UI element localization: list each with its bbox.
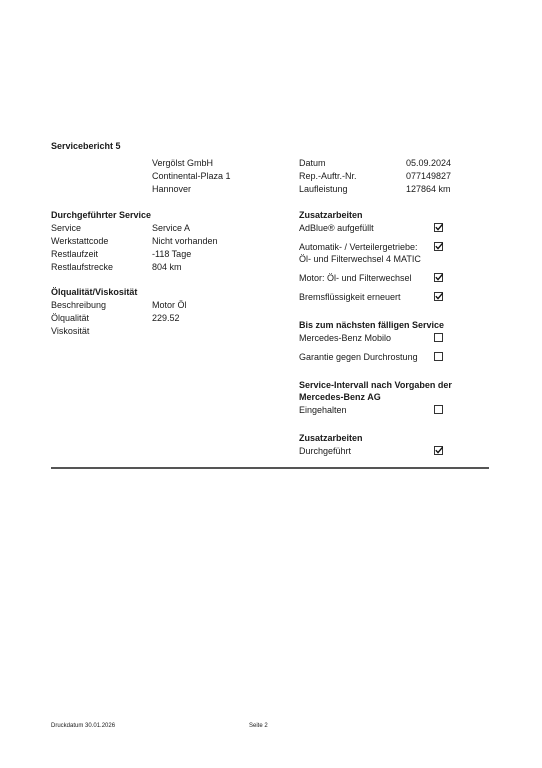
interval-heading-line2: Mercedes-Benz AG	[299, 392, 381, 402]
service-row-label: Restlaufstrecke	[51, 262, 114, 272]
oil-row-value: 229.52	[152, 313, 180, 323]
checkmark-icon	[434, 222, 444, 232]
extra-work2-heading: Zusatzarbeiten	[299, 433, 363, 443]
date-label: Datum	[299, 158, 326, 168]
oil-row-value: Motor Öl	[152, 300, 187, 310]
interval-heading: Service-Intervall nach Vorgaben der	[299, 380, 452, 390]
checkbox[interactable]	[434, 292, 443, 301]
checkbox[interactable]	[434, 242, 443, 251]
checkbox[interactable]	[434, 446, 443, 455]
oil-row-label: Ölqualität	[51, 313, 90, 323]
service-row-label: Restlaufzeit	[51, 249, 99, 259]
extra-work-label-line2: Öl- und Filterwechsel 4 MATIC	[299, 254, 421, 264]
interval-label: Eingehalten	[299, 405, 347, 415]
extra-work2-label: Durchgeführt	[299, 446, 352, 456]
print-date: Druckdatum 30.01.2026	[51, 723, 116, 729]
order-label: Rep.-Auftr.-Nr.	[299, 171, 357, 181]
section-divider	[51, 467, 489, 469]
checkbox[interactable]	[434, 333, 443, 342]
workshop-name: Vergölst GmbH	[152, 158, 214, 168]
extra-work-label: Bremsflüssigkeit erneuert	[299, 292, 401, 302]
oil-row-label: Beschreibung	[51, 300, 107, 310]
checkmark-icon	[434, 291, 444, 301]
mileage-label: Laufleistung	[299, 184, 348, 194]
checkmark-icon	[434, 445, 444, 455]
page-number: Seite 2	[249, 723, 268, 729]
next-service-heading: Bis zum nächsten fälligen Service	[299, 320, 445, 330]
date-value: 05.09.2024	[406, 158, 452, 168]
extra-work-heading: Zusatzarbeiten	[299, 210, 363, 220]
checkbox[interactable]	[434, 405, 443, 414]
service-row-value: Service A	[152, 223, 191, 233]
service-row-label: Werkstattcode	[51, 236, 109, 246]
checkbox[interactable]	[434, 223, 443, 232]
extra-work-label: Motor: Öl- und Filterwechsel	[299, 273, 412, 283]
service-row-label: Service	[51, 223, 82, 233]
workshop-street: Continental-Plaza 1	[152, 171, 231, 181]
service-row-value: -118 Tage	[152, 249, 192, 259]
oil-row-label: Viskosität	[51, 326, 90, 336]
page-title: Servicebericht 5	[51, 141, 121, 151]
checkmark-icon	[434, 241, 444, 251]
service-row-value: 804 km	[152, 262, 182, 272]
checkmark-icon	[434, 272, 444, 282]
workshop-city: Hannover	[152, 184, 192, 194]
service-heading: Durchgeführter Service	[51, 210, 152, 220]
next-service-label: Garantie gegen Durchrostung	[299, 352, 418, 362]
service-row-value: Nicht vorhanden	[152, 236, 218, 246]
next-service-label: Mercedes-Benz Mobilo	[299, 333, 392, 343]
mileage-value: 127864 km	[406, 184, 451, 194]
extra-work-label: Automatik- / Verteilergetriebe:	[299, 242, 418, 252]
order-value: 077149827	[406, 171, 452, 181]
checkbox[interactable]	[434, 273, 443, 282]
checkbox[interactable]	[434, 352, 443, 361]
oil-heading: Ölqualität/Viskosität	[51, 287, 138, 297]
extra-work-label: AdBlue® aufgefüllt	[299, 223, 374, 233]
